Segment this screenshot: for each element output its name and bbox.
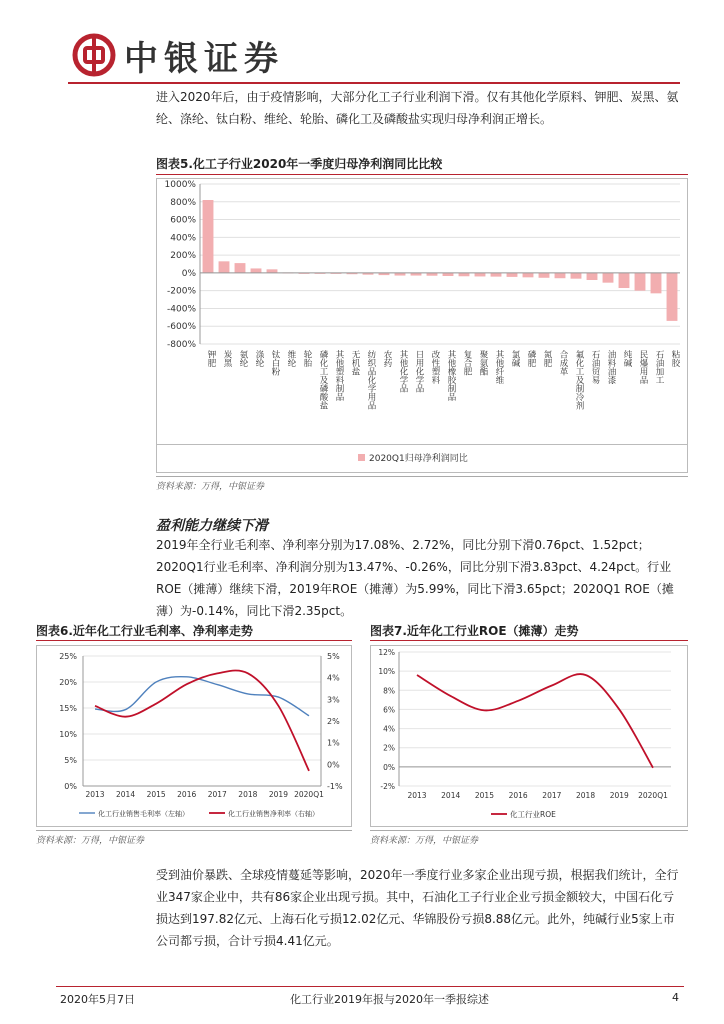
figure5-bar <box>587 273 598 280</box>
figure6-xtick-label: 2014 <box>116 790 136 799</box>
figure6-title: 图表6.近年化工行业毛利率、净利率走势 <box>36 624 253 638</box>
figure7-ytick-label: 6% <box>383 705 395 715</box>
figure5-category-label: 钾肥 <box>206 350 216 367</box>
figure5-category-label: 合成革 <box>558 350 568 376</box>
figure6-left-ytick: 5% <box>64 756 77 765</box>
figure5-ytick-label: 200% <box>170 251 196 262</box>
figure5-ytick-label: 0% <box>181 268 196 279</box>
figure5-category-label: 轮胎 <box>302 350 312 367</box>
figure5-category-label: 其他纤维 <box>494 350 504 384</box>
figure5-bar <box>235 263 246 273</box>
figure5-category-label: 磷化工及磷酸盐 <box>318 350 328 410</box>
figure6-source: 资料来源：万得，中银证券 <box>36 836 145 846</box>
figure6-right-ytick: 1% <box>327 738 340 748</box>
figure5-bar <box>571 273 582 279</box>
figure6-xtick-label: 2015 <box>146 790 166 799</box>
figure5-category-label: 氯碱 <box>510 350 520 367</box>
figure7-line-chart <box>371 646 687 826</box>
figure7-ytick-label: 8% <box>383 686 395 696</box>
figure5-category-label: 石油加工 <box>654 350 664 384</box>
figure5-bar <box>667 273 678 321</box>
figure5-bar <box>507 273 518 277</box>
figure6-bottom-rule <box>36 830 352 831</box>
figure7-title: 图表7.近年化工行业ROE（摊薄）走势 <box>370 624 579 638</box>
figure7-xtick-label: 2014 <box>441 791 461 800</box>
figure5-rule <box>156 174 688 175</box>
figure6-line-chart <box>37 646 351 826</box>
figure7-legend-label: 化工行业ROE <box>510 810 556 819</box>
figure6-gross-margin-line <box>95 677 309 716</box>
profit-paragraph: 2019年全行业毛利率、净利率分别为17.08%、2.72%，同比分别下滑0.76pct、1.52pct；2020Q1行业毛利率、净利润分别为13.47%、-0.26%，同比分别下滑3.83pct、4.24pct。行业ROE（摊薄）继续下滑，2019年ROE（摊薄）为5.99%，同比下滑3.65pct；2020Q1 ROE（摊薄）为-0.14%，同比下滑2.35pct。 <box>156 538 674 618</box>
figure5-ytick-label: 400% <box>170 233 196 244</box>
figure6-right-ytick: 5% <box>327 652 340 661</box>
figure5-bar <box>459 273 470 276</box>
intro-paragraph: 进入2020年后，由于疫情影响，大部分化工子行业利润下滑。仅有其他化学原料、钾肥、炭黑、氨纶、涤纶、钛白粉、维纶、轮胎、磷化工及磷酸盐实现归母净利润正增长。 <box>156 90 679 126</box>
figure6-xtick-label: 2020Q1 <box>294 790 324 799</box>
figure5-category-label: 涤纶 <box>254 350 264 367</box>
figure6-net-margin-line <box>95 670 309 770</box>
figure7-bottom-rule <box>370 830 688 831</box>
figure5-bar <box>267 269 278 273</box>
figure7-source: 资料来源：万得，中银证券 <box>370 836 479 846</box>
brand-header <box>72 32 284 78</box>
footer-page-number: 4 <box>672 991 679 1004</box>
footer-date: 2020年5月7日 <box>60 993 135 1006</box>
figure5-ytick-label: -400% <box>167 304 196 315</box>
figure5-ytick-label: -600% <box>167 322 196 333</box>
figure7-xtick-label: 2015 <box>474 791 494 800</box>
figure5-category-label: 复合肥 <box>462 350 472 376</box>
figure7-ytick-label: 4% <box>383 724 395 734</box>
figure5-legend-label: 2020Q1归母净利润同比 <box>369 454 468 464</box>
figure5-ytick-label: 600% <box>170 215 196 226</box>
figure6-right-ytick: 2% <box>327 717 340 726</box>
footer-report-title: 化工行业2019年报与2020年一季报综述 <box>290 993 489 1006</box>
figure7-chart-box <box>370 645 688 827</box>
figure6-right-ytick: 4% <box>327 673 340 683</box>
figure7-roe-line <box>417 674 653 768</box>
figure5-category-label: 氨纶 <box>238 350 248 367</box>
figure6-left-ytick: 20% <box>59 678 77 687</box>
figure7-xtick-label: 2013 <box>407 791 427 800</box>
figure5-category-label: 其他橡胶制品 <box>446 350 456 401</box>
figure6-xtick-label: 2013 <box>85 790 105 799</box>
figure5-legend-swatch <box>358 454 365 461</box>
figure5-bar-chart <box>156 178 688 474</box>
figure6-rule <box>36 640 352 641</box>
figure5-category-label: 氟化工及制冷剂 <box>574 350 584 410</box>
figure6-legend-label-net: 化工行业销售净利率（右轴） <box>228 810 319 818</box>
figure5-category-label: 磷肥 <box>526 350 536 367</box>
figure6-xtick-label: 2018 <box>238 790 258 799</box>
figure5-ytick-label: 800% <box>170 197 196 208</box>
figure7-ytick-label: 2% <box>383 743 395 753</box>
figure5-category-label: 钛白粉 <box>270 350 280 376</box>
figure5-bar <box>523 273 534 277</box>
figure5-category-label: 纺织品化学用品 <box>366 350 376 410</box>
figure5-category-label: 粘胶 <box>670 350 680 367</box>
figure5-bar <box>619 273 630 288</box>
figure7-xtick-label: 2016 <box>508 791 528 800</box>
figure5-category-label: 纯碱 <box>622 350 632 367</box>
figure5-category-label: 石油贸易 <box>590 350 600 384</box>
figure6-right-ytick: 0% <box>327 760 340 770</box>
figure6-left-ytick: 0% <box>64 782 77 791</box>
figure5-category-label: 维纶 <box>286 350 296 367</box>
figure7-rule <box>370 640 688 641</box>
figure7-ytick-label: 0% <box>383 762 395 772</box>
figure7-ytick-label: 10% <box>378 667 395 677</box>
figure5-category-label: 其他塑料制品 <box>334 350 344 401</box>
figure6-legend-label-gross: 化工行业销售毛利率（左轴） <box>98 810 189 818</box>
figure5-ytick-label: -200% <box>167 286 196 297</box>
figure5-bottom-rule <box>156 476 688 477</box>
figure5-bar <box>251 268 262 272</box>
figure5-category-label: 农药 <box>382 350 392 367</box>
figure5-category-label: 油料油漆 <box>606 350 616 384</box>
figure5-category-label: 民爆用品 <box>638 350 648 384</box>
brand-name: 中银证券 <box>124 38 284 79</box>
footer-rule <box>56 986 684 987</box>
figure5-ytick-label: -800% <box>167 340 196 350</box>
figure6-right-ytick: -1% <box>327 782 343 791</box>
figure7-xtick-label: 2017 <box>542 791 562 800</box>
figure5-bar <box>603 273 614 283</box>
figure5-chart-area <box>156 178 688 474</box>
figure7-xtick-label: 2019 <box>609 791 629 800</box>
figure5-bar <box>651 273 662 293</box>
figure6-right-ytick: 3% <box>327 695 340 705</box>
figure5-frame <box>157 179 688 445</box>
figure6-xtick-label: 2016 <box>177 790 197 799</box>
section-heading: 盈利能力继续下滑 <box>156 518 268 534</box>
figure7-ytick-label: -2% <box>380 782 395 791</box>
loss-paragraph: 受到油价暴跌、全球疫情蔓延等影响，2020年一季度行业多家企业出现亏损，根据我们统计，全行业347家企业中，共有86家企业出现亏损。其中，石油化工子行业企业亏损金额较大，中国石化亏损达到197.82亿元、上海石化亏损12.02亿元、华锦股份亏损8.88亿元。此外，纯碱行业5家上市公司都亏损，合计亏损4.41亿元。 <box>156 868 679 948</box>
figure6-chart-box <box>36 645 352 827</box>
bank-of-china-logo-icon <box>72 33 116 77</box>
figure5-bar <box>491 273 502 277</box>
figure5-bar <box>475 273 486 277</box>
figure6-left-ytick: 10% <box>59 730 77 739</box>
figure6-xtick-label: 2017 <box>207 790 227 799</box>
figure5-bar <box>635 273 646 291</box>
figure5-bar <box>203 200 214 273</box>
figure6-left-ytick: 25% <box>59 652 77 661</box>
header-rule <box>68 82 680 84</box>
figure7-xtick-label: 2018 <box>576 791 596 800</box>
figure5-category-label: 炭黑 <box>222 350 232 367</box>
figure5-bar <box>555 273 566 278</box>
figure5-category-label: 日用化学品 <box>414 350 424 393</box>
figure6-xtick-label: 2019 <box>268 790 288 799</box>
figure5-category-label: 其他化学品 <box>398 350 408 393</box>
figure5-category-label: 改性塑料 <box>430 350 440 384</box>
figure6-left-ytick: 15% <box>59 704 77 713</box>
figure5-category-label: 氮肥 <box>542 350 552 367</box>
figure5-source: 资料来源：万得，中银证券 <box>156 482 265 492</box>
figure5-category-label: 聚氨酯 <box>478 350 488 376</box>
figure5-bar <box>219 261 230 273</box>
figure5-category-label: 无机盐 <box>350 350 360 376</box>
figure7-ytick-label: 12% <box>378 648 395 657</box>
figure5-bar <box>539 273 550 278</box>
figure5-ytick-label: 1000% <box>164 180 196 190</box>
figure7-xtick-label: 2020Q1 <box>638 791 668 800</box>
figure5-title: 图表5.化工子行业2020年一季度归母净利润同比比较 <box>156 157 443 171</box>
